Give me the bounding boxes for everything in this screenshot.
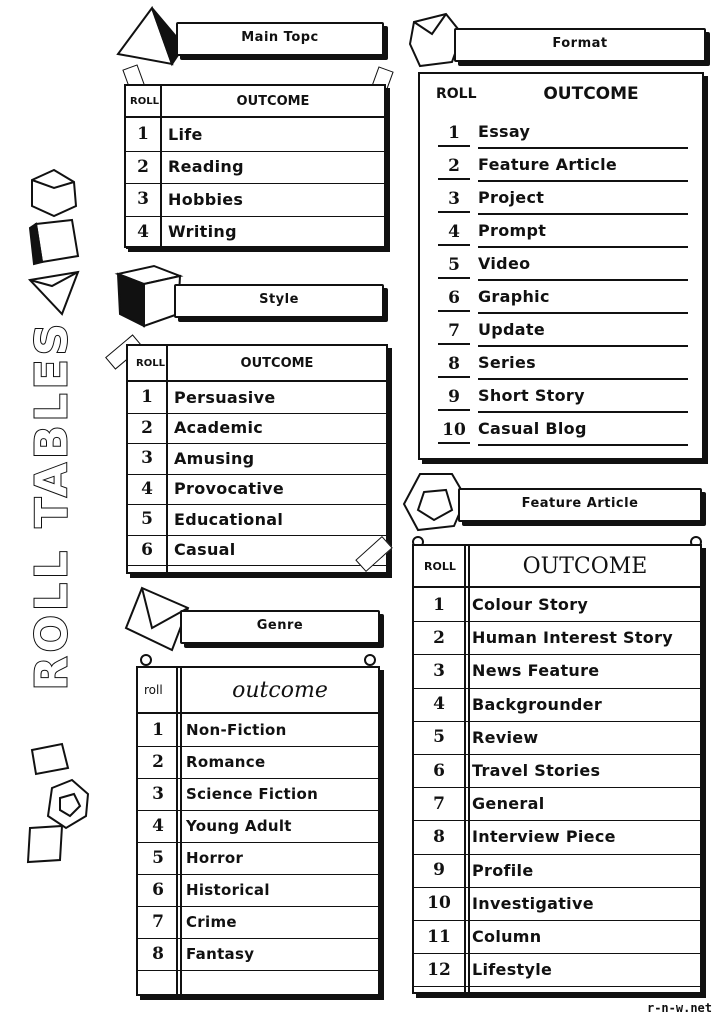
- roll-number: 6: [433, 760, 445, 781]
- table-row: [420, 413, 702, 446]
- roll-number: 3: [152, 784, 164, 804]
- roll-header: roll: [144, 683, 163, 697]
- outcome-text: Crime: [186, 913, 237, 931]
- outcome-text: Science Fiction: [186, 785, 319, 803]
- pin-decoration: [140, 654, 152, 666]
- table-row: [414, 787, 700, 821]
- roll-header: ROLL: [436, 86, 477, 102]
- table-row: [128, 504, 386, 536]
- table-row: [128, 474, 386, 506]
- outcome-text: Historical: [186, 881, 270, 899]
- pin-decoration: [364, 654, 376, 666]
- footer-url: r-n-w.net: [646, 1001, 712, 1015]
- style-banner-label: Style: [259, 292, 299, 307]
- outcome-header: OUTCOME: [522, 553, 648, 579]
- table-header: [126, 86, 384, 118]
- roll-number: 4: [152, 816, 164, 836]
- outcome-text: Essay: [478, 116, 688, 149]
- table-row: [420, 380, 702, 413]
- format-banner: [454, 28, 706, 62]
- table-row: [138, 810, 378, 843]
- style-banner: [174, 284, 384, 318]
- table-row: [138, 714, 378, 747]
- roll-number: 2: [137, 156, 149, 177]
- roll-number: 5: [141, 509, 153, 530]
- table-row: [420, 149, 702, 182]
- table-row: [414, 754, 700, 788]
- outcome-text: Backgrounder: [472, 694, 603, 714]
- table-row: [128, 535, 386, 567]
- number-underline: [438, 409, 470, 411]
- table-row: [414, 887, 700, 921]
- roll-number: 2: [152, 752, 164, 772]
- roll-number: 5: [433, 727, 445, 748]
- outcome-text: Amusing: [174, 448, 255, 468]
- roll-number: 5: [152, 848, 164, 868]
- outcome-text: Fantasy: [186, 945, 255, 963]
- roll-number: 4: [448, 221, 460, 242]
- roll-header: ROLL: [130, 95, 159, 107]
- table-row: [420, 182, 702, 215]
- roll-number: 4: [141, 478, 153, 499]
- outcome-text: Series: [478, 347, 688, 380]
- roll-number: 4: [433, 694, 445, 715]
- roll-number: 10: [427, 893, 451, 914]
- table-row: [414, 621, 700, 655]
- outcome-text: Update: [478, 314, 688, 347]
- number-underline: [438, 145, 470, 147]
- table-row: [414, 953, 700, 987]
- outcome-header: outcome: [232, 677, 328, 703]
- roll-number: 4: [137, 221, 149, 242]
- table-row: [420, 215, 702, 248]
- number-underline: [438, 310, 470, 312]
- roll-number: 5: [448, 254, 460, 275]
- table-row: [414, 654, 700, 688]
- outcome-text: Non-Fiction: [186, 721, 287, 739]
- outcome-header: OUTCOME: [236, 93, 310, 109]
- table-row: [414, 588, 700, 622]
- outcome-text: Lifestyle: [472, 960, 553, 980]
- outcome-text: Romance: [186, 753, 266, 771]
- roll-header: ROLL: [136, 357, 165, 369]
- outcome-text: Review: [472, 727, 539, 747]
- table-row: [414, 721, 700, 755]
- outcome-text: Provocative: [174, 479, 285, 499]
- roll-number: 3: [141, 448, 153, 469]
- table-row: [138, 746, 378, 779]
- table-row: [414, 688, 700, 722]
- roll-number: 3: [137, 189, 149, 210]
- outcome-header: OUTCOME: [240, 355, 314, 371]
- roll-number: 3: [433, 660, 445, 681]
- outcome-text: Life: [168, 124, 203, 144]
- roll-number: 9: [433, 860, 445, 881]
- genre-banner-label: Genre: [256, 618, 304, 633]
- roll-number: 12: [427, 959, 451, 980]
- outcome-text: Educational: [174, 509, 284, 529]
- table-row: [126, 183, 384, 217]
- roll-number: 8: [152, 944, 164, 964]
- roll-number: 1: [141, 387, 153, 408]
- table-row: [126, 151, 384, 185]
- table-row: [128, 443, 386, 475]
- page-title: ROLL TABLES: [26, 319, 78, 691]
- outcome-text: Graphic: [478, 281, 688, 314]
- main-topic-banner-label: Main Topc: [241, 30, 319, 45]
- roll-number: 2: [448, 155, 460, 176]
- outcome-text: Human Interest Story: [472, 628, 674, 648]
- roll-number: 7: [433, 793, 445, 814]
- table-row: [126, 118, 384, 152]
- main-topic-banner: [176, 22, 384, 56]
- roll-number: 11: [427, 926, 451, 947]
- outcome-text: Casual Blog: [478, 413, 688, 446]
- table-row: [138, 842, 378, 875]
- outcome-text: Hobbies: [168, 189, 244, 209]
- outcome-header: OUTCOME: [543, 84, 639, 104]
- number-underline: [438, 343, 470, 345]
- outcome-text: Video: [478, 248, 688, 281]
- table-row: [128, 382, 386, 414]
- table-row: [138, 778, 378, 811]
- table-row: [138, 874, 378, 907]
- roll-number: 6: [448, 287, 460, 308]
- roll-number: 9: [448, 386, 460, 407]
- table-row: [138, 938, 378, 971]
- roll-number: 6: [152, 880, 164, 900]
- roll-number: 10: [442, 419, 466, 440]
- main-topic-table: [124, 84, 386, 248]
- outcome-text: Prompt: [478, 215, 688, 248]
- outcome-text: Writing: [168, 222, 237, 242]
- outcome-text: Feature Article: [478, 149, 688, 182]
- table-row: [420, 281, 702, 314]
- table-row: [420, 116, 702, 149]
- table-row: [128, 413, 386, 445]
- feature-article-table: [412, 544, 702, 994]
- outcome-text: Project: [478, 182, 688, 215]
- table-header: [138, 668, 378, 714]
- dice-cluster-bottom-icon: [22, 742, 92, 866]
- table-row: [420, 248, 702, 281]
- outcome-text: Young Adult: [186, 817, 292, 835]
- table-row: [414, 820, 700, 854]
- number-underline: [438, 277, 470, 279]
- table-row: [126, 216, 384, 250]
- table-header: [414, 546, 700, 588]
- roll-header: ROLL: [424, 559, 456, 573]
- outcome-text: News Feature: [472, 661, 600, 681]
- roll-number: 1: [448, 122, 460, 143]
- outcome-text: Column: [472, 927, 542, 947]
- outcome-text: Horror: [186, 849, 244, 867]
- roll-number: 2: [141, 417, 153, 438]
- roll-number: 2: [433, 627, 445, 648]
- roll-number: 7: [448, 320, 460, 341]
- dice-cluster-top-icon: [22, 168, 86, 328]
- number-underline: [438, 442, 470, 444]
- roll-number: 1: [137, 124, 149, 145]
- table-header: [420, 74, 702, 114]
- outcome-text: Investigative: [472, 893, 594, 913]
- table-row: [420, 347, 702, 380]
- outcome-text: Profile: [472, 860, 534, 880]
- table-row: [414, 920, 700, 954]
- feature-article-banner-label: Feature Article: [521, 496, 639, 511]
- number-underline: [438, 244, 470, 246]
- outcome-text: Short Story: [478, 380, 688, 413]
- outcome-text: Travel Stories: [472, 761, 601, 781]
- roll-number: 1: [433, 594, 445, 615]
- table-row: [138, 906, 378, 939]
- roll-number: 8: [448, 353, 460, 374]
- genre-banner: [180, 610, 380, 644]
- table-row: [420, 314, 702, 347]
- roll-number: 8: [433, 826, 445, 847]
- roll-number: 6: [141, 539, 153, 560]
- number-underline: [438, 376, 470, 378]
- outcome-text: Casual: [174, 540, 236, 560]
- outcome-text: Colour Story: [472, 595, 589, 615]
- outcome-text: General: [472, 794, 545, 814]
- style-table: [126, 344, 388, 574]
- format-table: [418, 72, 704, 460]
- roll-number: 7: [152, 912, 164, 932]
- outcome-text: Academic: [174, 418, 264, 438]
- outcome-text: Persuasive: [174, 387, 276, 407]
- number-underline: [438, 178, 470, 180]
- roll-number: 1: [152, 720, 164, 740]
- outcome-text: Interview Piece: [472, 827, 616, 847]
- outcome-text: Reading: [168, 157, 244, 177]
- roll-number: 3: [448, 188, 460, 209]
- format-banner-label: Format: [552, 36, 608, 51]
- feature-article-banner: [458, 488, 702, 522]
- number-underline: [438, 211, 470, 213]
- genre-table: [136, 666, 380, 996]
- table-row: [414, 854, 700, 888]
